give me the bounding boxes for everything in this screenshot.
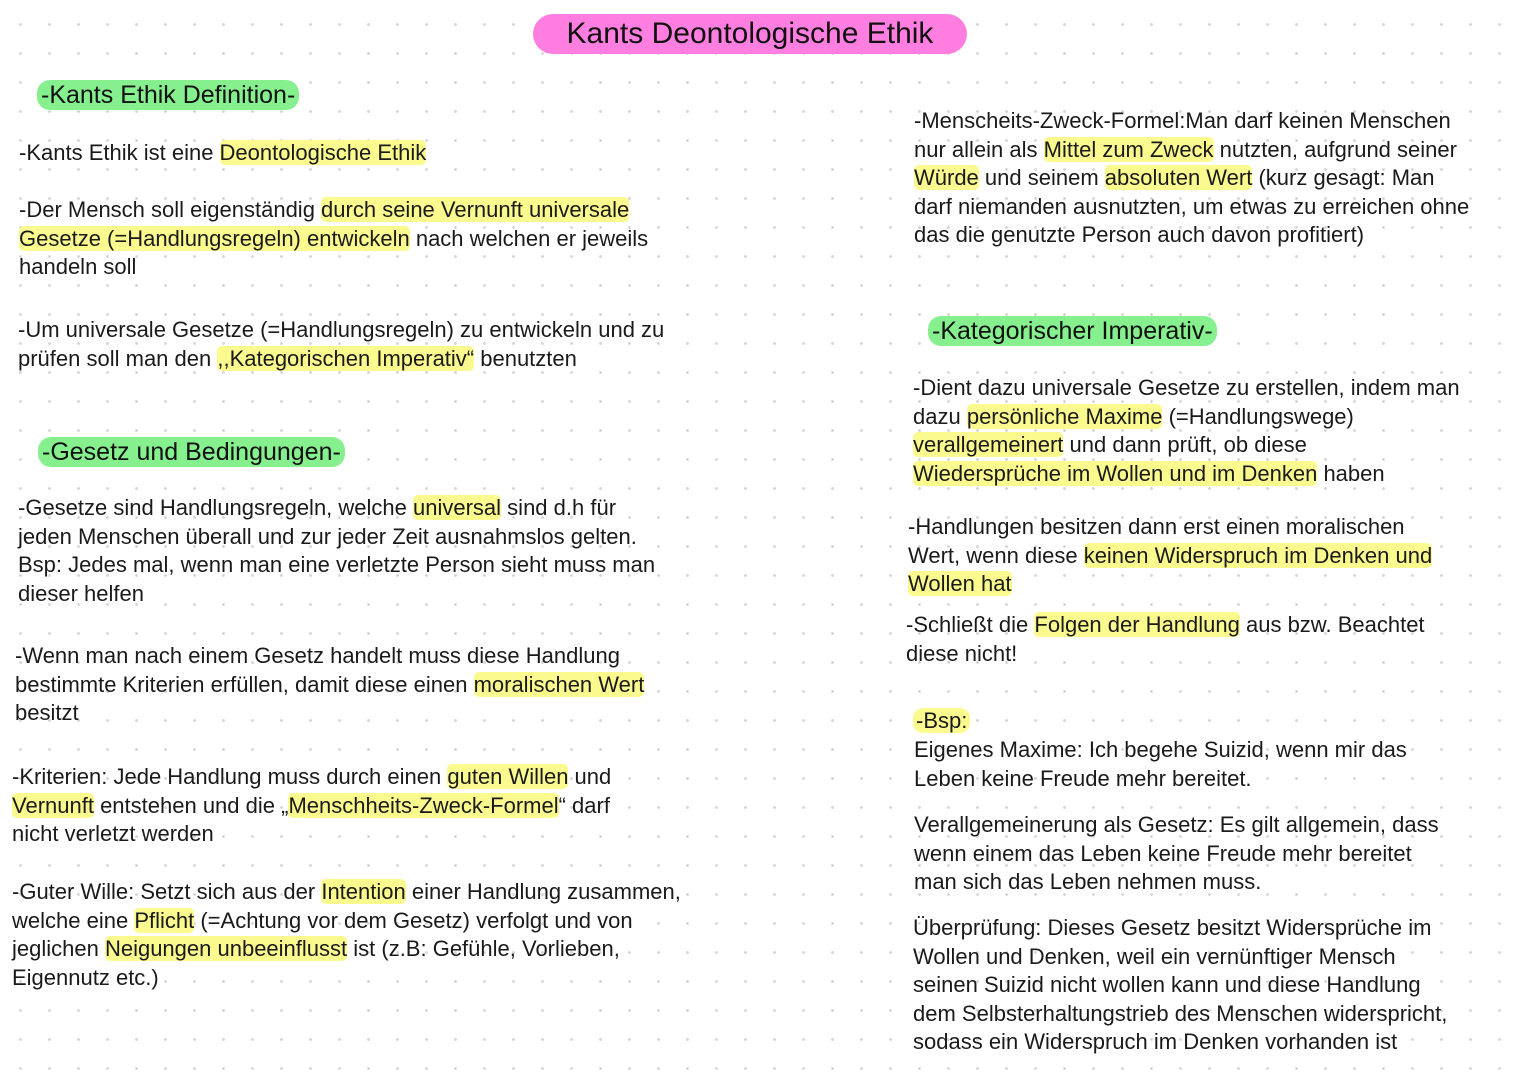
highlight: universal	[413, 495, 502, 520]
text-span: und dann prüft, ob diese	[1063, 432, 1307, 457]
paragraph-vernunft	[19, 196, 648, 282]
text-span: -Dient dazu universale Gesetze zu erstellen, indem man	[913, 375, 1460, 400]
text-span: seinen Suizid nicht wollen kann und diese Handlung	[913, 972, 1421, 997]
text-span: darf niemanden ausnutzten, um etwas zu erreichen ohne	[914, 193, 1470, 219]
text-span: -Kriterien: Jede Handlung muss durch einen	[12, 764, 448, 789]
highlight: Neigungen unbeeinflusst	[104, 936, 348, 961]
text-span: benutzten	[474, 345, 577, 371]
text-span: nur allein als	[914, 136, 1044, 162]
text-span: aus bzw. Beachtet	[1239, 612, 1425, 637]
paragraph-kriterien	[12, 763, 611, 849]
highlight: durch seine Vernunft universale	[321, 197, 630, 222]
text-span: Eigennutz etc.)	[12, 964, 159, 990]
highlight: Menschheits-Zweck-Formel	[288, 792, 559, 818]
highlight: keinen Widerspruch im Denken und	[1083, 542, 1433, 568]
text-span: und seinem	[978, 165, 1105, 190]
highlight: Wiedersprüche im Wollen und im Denken	[913, 460, 1318, 486]
highlight: persönliche Maxime	[966, 403, 1163, 429]
text-span: das die genutzte Person auch davon profitiert)	[914, 222, 1365, 247]
paragraph-handlungen-moralisch	[908, 513, 1432, 599]
text-span: prüfen soll man den	[18, 345, 218, 371]
text-span: jeglichen	[12, 936, 105, 961]
text-span: entstehen und die „	[93, 792, 289, 818]
paragraph-guter-wille	[12, 878, 681, 992]
text-span: dieser helfen	[18, 580, 144, 606]
text-span: Leben keine Freude mehr bereitet.	[914, 765, 1252, 791]
text-span: -Guter Wille: Setzt sich aus der	[12, 879, 322, 904]
paragraph-deontologische-ethik	[19, 139, 426, 168]
text-span: sodass ein Widerspruch im Denken vorhanden ist	[913, 1029, 1398, 1054]
text-span: -Der Mensch soll eigenständig	[19, 197, 322, 222]
text-span: wenn einem das Leben keine Freude mehr bereitet	[914, 840, 1412, 866]
text-span: -Kants Ethik ist eine	[19, 140, 220, 165]
paragraph-dient-dazu	[913, 374, 1460, 488]
text-span: nicht verletzt werden	[12, 821, 214, 846]
paragraph-folgen-der-handlung	[906, 611, 1425, 668]
highlight: Intention	[321, 879, 406, 904]
highlight: verallgemeinert	[913, 432, 1064, 457]
highlight: -Bsp:	[913, 708, 970, 733]
text-span: -Um universale Gesetze (=Handlungsregeln) zu entwickeln und zu	[18, 317, 665, 342]
text-span: welche eine	[12, 907, 135, 933]
text-span: Bsp: Jedes mal, wenn man eine verletzte Person sieht muss man	[18, 552, 656, 577]
highlight: Deontologische Ethik	[219, 140, 427, 165]
text-span: haben	[1317, 460, 1385, 486]
paragraph-menschheits-zweck-formel	[914, 107, 1469, 250]
paragraph-kategorischer-imperativ-intro	[18, 316, 664, 373]
text-span: und	[568, 764, 612, 789]
text-span: nutzten, aufgrund seiner	[1213, 136, 1457, 162]
text-span: einer Handlung zusammen,	[405, 879, 681, 904]
text-span: (kurz gesagt: Man	[1252, 165, 1435, 190]
text-span: Wollen und Denken, weil ein vernünftiger Mensch	[913, 943, 1396, 969]
highlight: Folgen der Handlung	[1034, 612, 1240, 637]
text-span: -Schließt die	[906, 612, 1035, 637]
text-span: Überprüfung: Dieses Gesetz besitzt Widersprüche im	[913, 915, 1432, 940]
paragraph-eigenes-maxime	[914, 736, 1407, 793]
page-title: Kants Deontologische Ethik	[533, 14, 967, 54]
bsp-label	[913, 707, 970, 736]
text-span: bestimmte Kriterien erfüllen, damit diese einen	[15, 671, 474, 697]
text-span: sind d.h für	[501, 495, 617, 520]
text-span: man sich das Leben nehmen muss.	[914, 869, 1262, 894]
highlight: moralischen Wert	[473, 671, 645, 697]
text-span: ist (z.B: Gefühle, Vorlieben,	[347, 936, 620, 961]
highlight: Gesetze (=Handlungsregeln) entwickeln	[19, 225, 410, 251]
text-span: diese nicht!	[906, 640, 1018, 666]
text-span: handeln soll	[19, 254, 137, 279]
text-span: -Wenn man nach einem Gesetz handelt muss diese Handlung	[15, 643, 620, 668]
text-span: Wert, wenn diese	[908, 542, 1084, 568]
heading-kategorischer-imperativ: -Kategorischer Imperativ-	[928, 316, 1217, 346]
paragraph-gesetze-universal	[18, 494, 655, 608]
highlight: Würde	[914, 165, 979, 190]
text-span: (=Handlungswege)	[1162, 403, 1354, 429]
text-span: “ darf	[558, 792, 610, 818]
paragraph-verallgemeinerung	[914, 811, 1439, 897]
paragraph-moralischer-wert	[15, 642, 644, 728]
text-span: -Handlungen besitzen dann erst einen moralischen	[908, 514, 1405, 539]
text-span: -Menscheits-Zweck-Formel:Man darf keinen Menschen	[914, 108, 1451, 133]
text-span: Eigenes Maxime: Ich begehe Suizid, wenn mir das	[914, 737, 1407, 762]
highlight: Pflicht	[134, 907, 195, 933]
highlight: Wollen hat	[908, 571, 1012, 596]
text-span: dazu	[913, 403, 967, 429]
text-span: besitzt	[15, 700, 79, 725]
highlight: absoluten Wert	[1104, 165, 1253, 190]
highlight: ,,Kategorischen Imperativ“	[217, 345, 475, 371]
text-span: jeden Menschen überall und zur jeder Zeit ausnahmslos gelten.	[18, 523, 637, 549]
highlight: Mittel zum Zweck	[1043, 136, 1214, 162]
text-span: dem Selbsterhaltungstrieb des Menschen widerspricht,	[913, 1000, 1448, 1026]
paragraph-ueberpruefung	[913, 914, 1447, 1057]
highlight: Vernunft	[12, 792, 94, 818]
text-span: Verallgemeinerung als Gesetz: Es gilt allgemein, dass	[914, 812, 1439, 837]
text-span: nach welchen er jeweils	[409, 225, 649, 251]
text-span: (=Achtung vor dem Gesetz) verfolgt und von	[194, 907, 633, 933]
heading-kants-ethik-definition: -Kants Ethik Definition-	[37, 80, 299, 110]
highlight: guten Willen	[447, 764, 569, 789]
text-span: -Gesetze sind Handlungsregeln, welche	[18, 495, 414, 520]
heading-gesetz-und-bedingungen: -Gesetz und Bedingungen-	[38, 437, 345, 467]
